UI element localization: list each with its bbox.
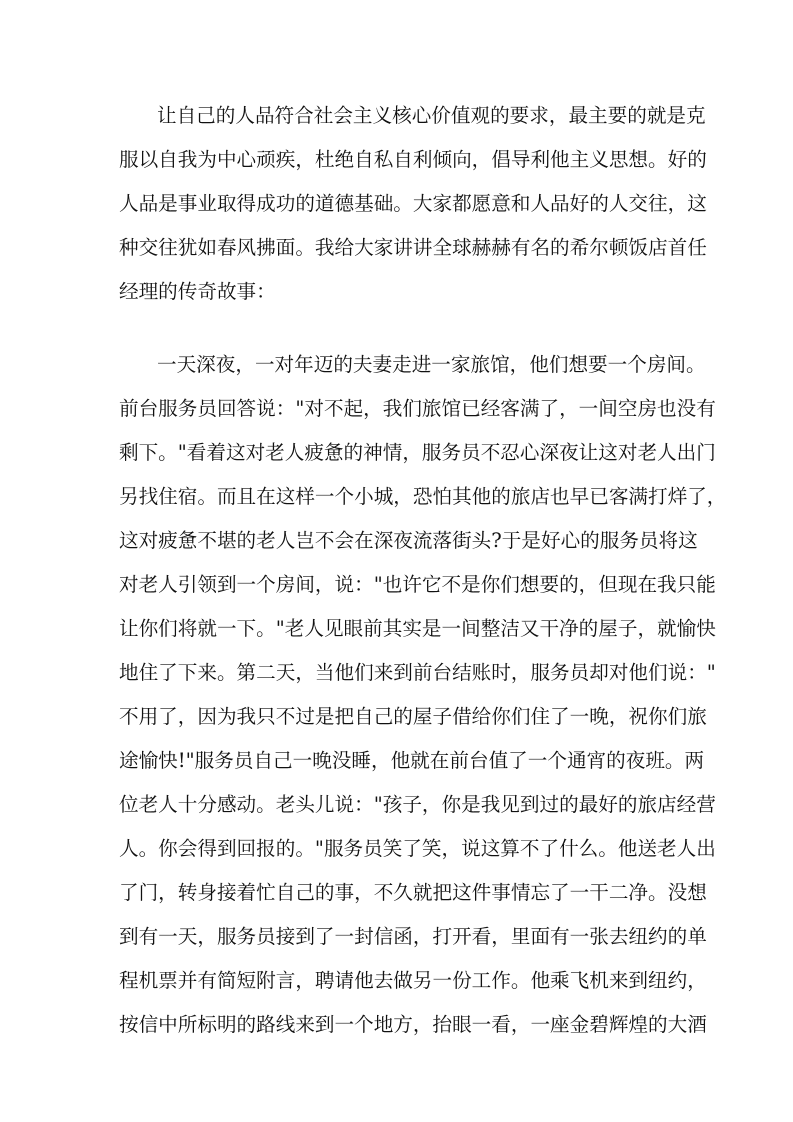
paragraph-1-line-1: 让自己的人品符合社会主义核心价值观的要求，最主要的就是克 — [157, 104, 706, 127]
paragraph-1-line-2: 服以自我为中心顽疾，杜绝自私自利倾向，倡导利他主义思想。好的 — [119, 148, 707, 171]
paragraph-2-line-10: 途愉快!"服务员自己一晚没睡，他就在前台值了一个通宵的夜班。两 — [119, 749, 705, 772]
paragraph-1-line-5: 经理的传奇故事： — [119, 280, 276, 303]
paragraph-1-line-4: 种交往犹如春风拂面。我给大家讲讲全球赫赫有名的希尔顿饭店首任 — [119, 236, 707, 259]
paragraph-1-line-3: 人品是事业取得成功的道德基础。大家都愿意和人品好的人交往，这 — [119, 192, 707, 215]
paragraph-2-line-9: 不用了，因为我只不过是把自己的屋子借给你们住了一晚，祝你们旅 — [119, 705, 707, 728]
paragraph-2-line-2: 前台服务员回答说："对不起，我们旅馆已经客满了，一间空房也没有 — [119, 397, 716, 420]
paragraph-2-line-14: 到有一天，服务员接到了一封信函，打开看，里面有一张去纽约的单 — [119, 925, 707, 948]
paragraph-2-line-11: 位老人十分感动。老头儿说："孩子，你是我见到过的最好的旅店经营 — [119, 793, 716, 816]
paragraph-2-line-1: 一天深夜，一对年迈的夫妻走进一家旅馆，他们想要一个房间。 — [157, 353, 706, 376]
paragraph-2-line-3: 剩下。"看着这对老人疲惫的神情，服务员不忍心深夜让这对老人出门 — [119, 441, 716, 464]
paragraph-2-line-4: 另找住宿。而且在这样一个小城，恐怕其他的旅店也早已客满打烊了， — [119, 485, 727, 508]
paragraph-2-line-7: 让你们将就一下。"老人见眼前其实是一间整洁又干净的屋子，就愉快 — [119, 617, 716, 640]
paragraph-2-line-16: 按信中所标明的路线来到一个地方，抬眼一看，一座金碧辉煌的大酒 — [119, 1013, 707, 1036]
paragraph-2-line-6: 对老人引领到一个房间，说："也许它不是你们想要的，但现在我只能 — [119, 573, 716, 596]
paragraph-2-line-5: 这对疲惫不堪的老人岂不会在深夜流落街头?于是好心的服务员将这 — [119, 529, 698, 552]
paragraph-2-line-8: 地住了下来。第二天，当他们来到前台结账时，服务员却对他们说：" — [119, 661, 716, 684]
paragraph-2-line-13: 了门，转身接着忙自己的事，不久就把这件事情忘了一干二净。没想 — [119, 881, 707, 904]
paragraph-2-line-15: 程机票并有简短附言，聘请他去做另一份工作。他乘飞机来到纽约， — [119, 969, 707, 992]
paragraph-2-line-12: 人。你会得到回报的。"服务员笑了笑，说这算不了什么。他送老人出 — [119, 837, 716, 860]
